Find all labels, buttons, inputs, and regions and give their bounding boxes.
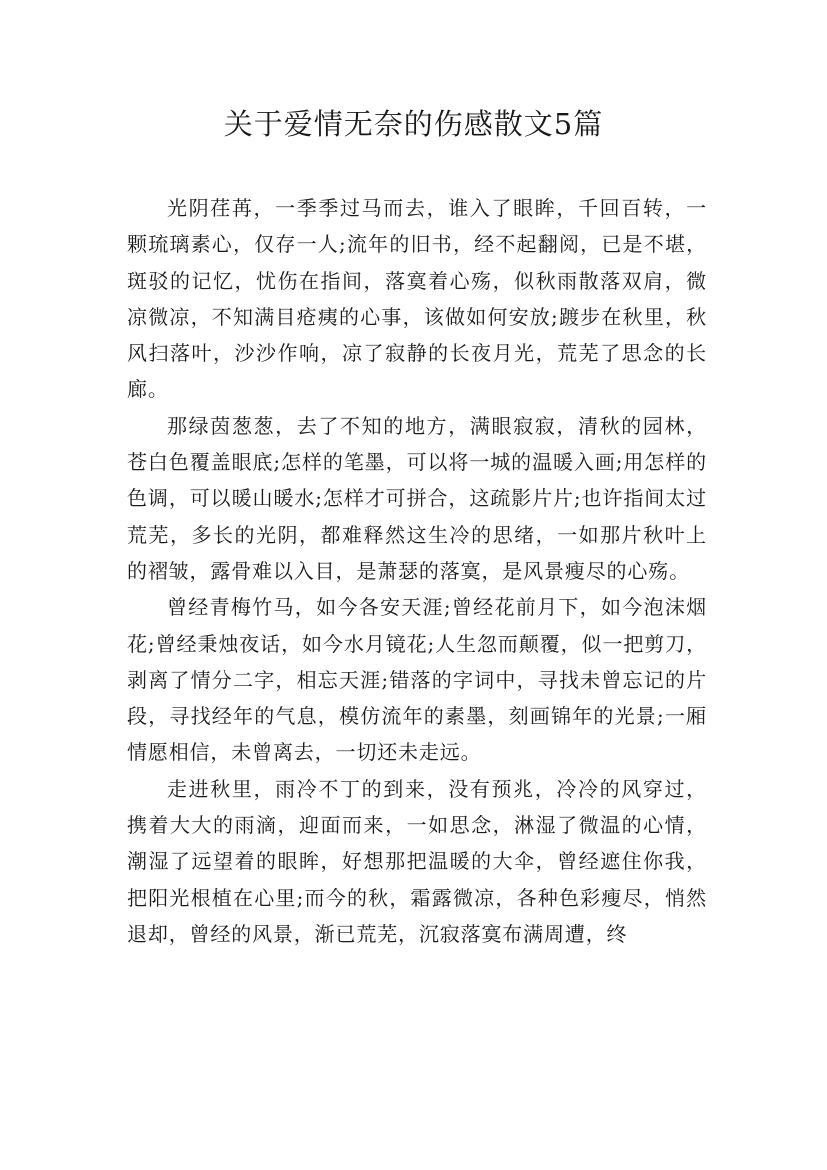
- document-body: [127, 190, 707, 952]
- paragraph-2: 那绿茵葱葱，去了不知的地方，满眼寂寂，清秋的园林，苍白色覆盖眼底;怎样的笔墨，可以将一城的温暖入画;用怎样的色调，可以暖山暖水;怎样才可拼合，这疏影片片;也许指间太过荒芜，多长的光阴，都难释然这生冷的思绪，一如那片秋叶上的褶皱，露骨难以入目，是萧瑟的落寞，是风景瘦尽的心殇。: [127, 413, 707, 583]
- paragraph-3: 曾经青梅竹马，如今各安天涯;曾经花前月下，如今泡沫烟花;曾经秉烛夜话，如今水月镜花;人生忽而颠覆，似一把剪刀，剥离了情分二字，相忘天涯;错落的字词中，寻找未曾忘记的片段，寻找经年的气息，模仿流年的素墨，刻画锦年的光景;一厢情愿相信，未曾离去，一切还未走远。: [127, 595, 707, 765]
- document-title: 关于爱情无奈的伤感散文5篇: [223, 107, 604, 141]
- paragraph-1: 光阴荏苒，一季季过马而去，谁入了眼眸，千回百转，一颗琉璃素心，仅存一人;流年的旧书，经不起翻阅，已是不堪，斑驳的记忆，忧伤在指间，落寞着心殇，似秋雨散落双肩，微凉微凉，不知满目疮痍的心事，该做如何安放;踱步在秋里，秋风扫落叶，沙沙作响，凉了寂静的长夜月光，荒芜了思念的长廊。: [127, 196, 707, 402]
- paragraph-4: 走进秋里，雨冷不丁的到来，没有预兆，冷冷的风穿过，携着大大的雨滴，迎面而来，一如思念，淋湿了微温的心情，潮湿了远望着的眼眸，好想那把温暖的大伞，曾经遮住你我，把阳光根植在心里;而今的秋，霜露微凉，各种色彩瘦尽，悄然退却，曾经的风景，渐已荒芜，沉寂落寞布满周遭，终: [127, 776, 707, 946]
